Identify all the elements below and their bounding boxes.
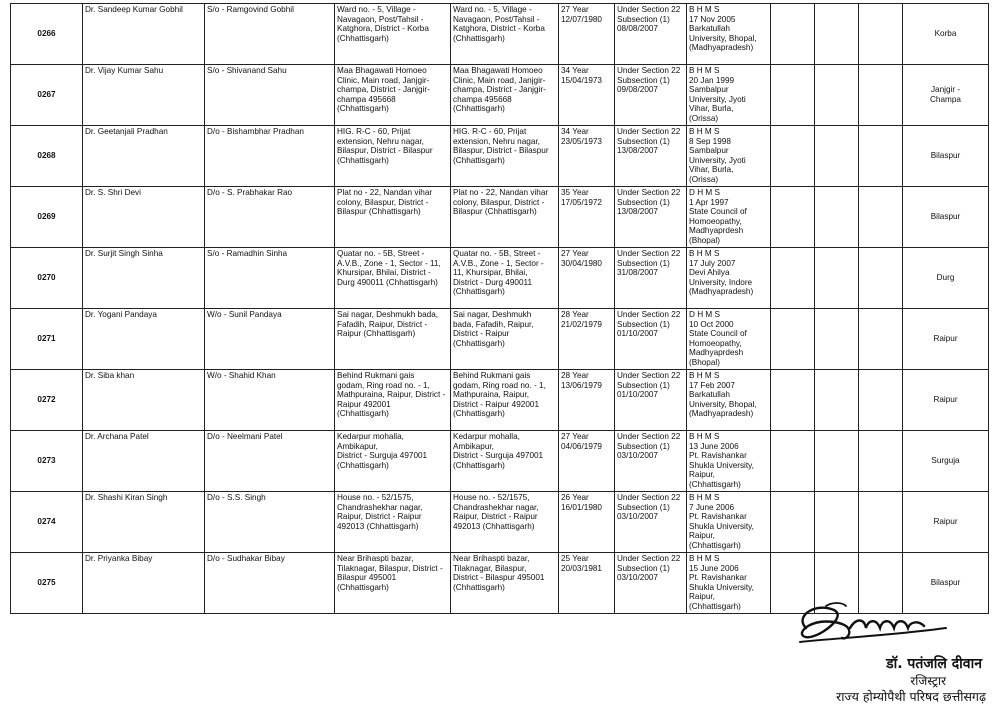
district-text: Raipur (933, 395, 958, 405)
relation-cell (205, 431, 335, 492)
registration-number-cell (11, 370, 83, 431)
registration-number-text: 0271 (37, 334, 56, 344)
council-name: राज्य होम्योपैथी परिषद छत्तीसगढ़ (836, 689, 986, 704)
practice-address-cell (451, 492, 559, 553)
practice-address-cell (451, 309, 559, 370)
qualification-text: B H M S 7 June 2006 Pt. Ravishankar Shukla University, Raipur, (Chhattisgarh) (689, 493, 754, 550)
district-cell (903, 431, 989, 492)
age-dob-cell (559, 431, 615, 492)
district-text: Bilaspur (930, 578, 961, 588)
practitioner-name-text: Dr. Surjit Singh Sinha (85, 249, 163, 258)
age-dob-cell (559, 553, 615, 614)
table-row (11, 370, 989, 431)
registration-section-cell (615, 553, 687, 614)
age-dob-text: 28 Year 21/02/1979 (561, 310, 602, 329)
district-cell (903, 309, 989, 370)
qualification-cell (687, 187, 771, 248)
blank-cell (815, 492, 859, 553)
blank-cell (859, 492, 903, 553)
registrar-name: डॉ. पतंजलि दीवान (886, 656, 982, 672)
qualification-text: B H M S 20 Jan 1999 Sambalpur University, Jyoti Vihar, Burla, (Orissa) (689, 66, 746, 123)
relation-text: D/o - S.S. Singh (207, 493, 266, 502)
relation-text: S/o - Ramgovind Gobhil (207, 5, 294, 14)
registration-section-text: Under Section 22 Subsection (1) 13/08/2007 (617, 127, 681, 156)
blank-cell (859, 248, 903, 309)
practice-address-cell (451, 370, 559, 431)
practitioner-name-text: Dr. Vijay Kumar Sahu (85, 66, 164, 75)
registration-section-cell (615, 492, 687, 553)
age-dob-text: 25 Year 20/03/1981 (561, 554, 602, 573)
practitioner-name-text: Dr. S. Shri Devi (85, 188, 141, 197)
relation-cell (205, 492, 335, 553)
age-dob-cell (559, 126, 615, 187)
qualification-text: D H M S 1 Apr 1997 State Council of Homoeopathy, Madhyaprdesh (Bhopal) (689, 188, 747, 245)
age-dob-text: 34 Year 23/05/1973 (561, 127, 602, 146)
practice-address-cell (451, 4, 559, 65)
registration-number-text: 0275 (37, 578, 56, 588)
practice-address-text: Quatar no. - 5B, Street - A.V.B., Zone - 1, Sector - 11, Khursipar, Bhilai, District - Durg 490011 (Chhattisgarh) (453, 249, 544, 297)
registration-number-text: 0273 (37, 456, 56, 466)
registration-number-text: 0266 (37, 29, 56, 39)
blank-cell (815, 187, 859, 248)
district-text: Raipur (933, 517, 958, 527)
qualification-cell (687, 309, 771, 370)
permanent-address-text: Near Brihaspti bazar, Tilaknagar, Bilaspur, District - Bilaspur 495001 (Chhattisgarh) (337, 554, 443, 592)
registrar-designation: रजिस्ट्रार (910, 674, 946, 688)
qualification-cell (687, 431, 771, 492)
practitioner-name-cell (83, 248, 205, 309)
permanent-address-text: Kedarpur mohalla, Ambikapur, District - Surguja 497001 (Chhattisgarh) (337, 432, 428, 470)
practitioner-name-cell (83, 309, 205, 370)
district-text: Korba (934, 29, 957, 39)
table-row (11, 126, 989, 187)
blank-cell (859, 65, 903, 126)
registration-number-cell (11, 65, 83, 126)
blank-cell (771, 65, 815, 126)
blank-cell (771, 370, 815, 431)
blank-cell (771, 431, 815, 492)
practice-address-text: HIG. R-C - 60, Prijat extension, Nehru nagar, Bilaspur, District - Bilaspur (Chhattisgarh) (453, 127, 549, 165)
practitioner-name-text: Dr. Priyanka Bibay (85, 554, 153, 563)
relation-text: D/o - Neelmani Patel (207, 432, 283, 441)
blank-cell (815, 65, 859, 126)
age-dob-cell (559, 187, 615, 248)
permanent-address-cell (335, 431, 451, 492)
table-row (11, 248, 989, 309)
practitioner-name-text: Dr. Sandeep Kumar Gobhil (85, 5, 183, 14)
district-cell (903, 492, 989, 553)
registration-section-text: Under Section 22 Subsection (1) 13/08/2007 (617, 188, 681, 217)
qualification-cell (687, 65, 771, 126)
practice-address-cell (451, 187, 559, 248)
age-dob-text: 27 Year 04/06/1979 (561, 432, 602, 451)
district-text: Surguja (931, 456, 960, 466)
practice-address-text: Maa Bhagawati Homoeo Clinic, Main road, Janjgir- champa, District - Janjgir- champa 495668 (Chhattisgarh) (453, 66, 546, 114)
age-dob-cell (559, 4, 615, 65)
qualification-text: B H M S 17 July 2007 Devi Ahilya University, Indore (Madhyapradesh) (689, 249, 754, 297)
registration-section-text: Under Section 22 Subsection (1) 01/10/2007 (617, 310, 681, 339)
registration-section-text: Under Section 22 Subsection (1) 03/10/2007 (617, 432, 681, 461)
qualification-cell (687, 126, 771, 187)
practitioner-name-cell (83, 492, 205, 553)
district-text: Durg (936, 273, 955, 283)
permanent-address-cell (335, 553, 451, 614)
registration-number-text: 0267 (37, 90, 56, 100)
relation-text: D/o - Sudhakar Bibay (207, 554, 285, 563)
permanent-address-text: HIG. R-C - 60, Prijat extension, Nehru nagar, Bilaspur, District - Bilaspur (Chhattisgarh) (337, 127, 433, 165)
blank-cell (859, 370, 903, 431)
age-dob-cell (559, 309, 615, 370)
age-dob-text: 28 Year 13/06/1979 (561, 371, 602, 390)
relation-cell (205, 553, 335, 614)
age-dob-cell (559, 370, 615, 431)
practitioner-name-text: Dr. Archana Patel (85, 432, 149, 441)
registration-number-text: 0268 (37, 151, 56, 161)
qualification-text: B H M S 13 June 2006 Pt. Ravishankar Shukla University, Raipur, (Chhattisgarh) (689, 432, 754, 489)
practitioner-name-cell (83, 370, 205, 431)
district-text: Janjgir - Champa (930, 85, 961, 104)
permanent-address-text: Behind Rukmani gais godam, Ring road no. - 1, Mathpuraina, Raipur, District - Raipur 492001 (Chhattisgarh) (337, 371, 446, 419)
registration-number-cell (11, 492, 83, 553)
registration-number-text: 0270 (37, 273, 56, 283)
registration-section-cell (615, 309, 687, 370)
practitioner-name-cell (83, 4, 205, 65)
permanent-address-cell (335, 4, 451, 65)
table-row (11, 187, 989, 248)
handwritten-signature-mark (786, 598, 956, 650)
table-row (11, 309, 989, 370)
blank-cell (815, 248, 859, 309)
practice-address-cell (451, 431, 559, 492)
registrar-signature-block (746, 598, 986, 708)
practice-address-cell (451, 65, 559, 126)
permanent-address-text: Quatar no. - 5B, Street - A.V.B., Zone - 1, Sector - 11, Khursipar, Bhilai, District - Durg 490011 (Chhattisgarh) (337, 249, 441, 287)
blank-cell (859, 431, 903, 492)
relation-cell (205, 248, 335, 309)
age-dob-cell (559, 65, 615, 126)
blank-cell (771, 4, 815, 65)
district-text: Bilaspur (930, 212, 961, 222)
district-cell (903, 248, 989, 309)
blank-cell (815, 431, 859, 492)
registration-section-text: Under Section 22 Subsection (1) 03/10/2007 (617, 493, 681, 522)
registration-number-cell (11, 4, 83, 65)
relation-cell (205, 309, 335, 370)
relation-cell (205, 65, 335, 126)
permanent-address-cell (335, 370, 451, 431)
registration-number-cell (11, 126, 83, 187)
district-cell (903, 4, 989, 65)
qualification-cell (687, 370, 771, 431)
registration-number-text: 0272 (37, 395, 56, 405)
registration-rows (11, 4, 989, 614)
blank-cell (771, 309, 815, 370)
permanent-address-cell (335, 248, 451, 309)
registration-section-cell (615, 370, 687, 431)
age-dob-text: 34 Year 15/04/1973 (561, 66, 602, 85)
registration-number-cell (11, 309, 83, 370)
blank-cell (859, 187, 903, 248)
registration-section-cell (615, 248, 687, 309)
qualification-text: B H M S 15 June 2006 Pt. Ravishankar Shukla University, Raipur, (Chhattisgarh) (689, 554, 754, 611)
registration-section-cell (615, 4, 687, 65)
blank-cell (771, 248, 815, 309)
blank-cell (859, 126, 903, 187)
table-row (11, 65, 989, 126)
registration-section-cell (615, 431, 687, 492)
age-dob-cell (559, 492, 615, 553)
registration-number-cell (11, 431, 83, 492)
registration-section-cell (615, 126, 687, 187)
permanent-address-text: House no. - 52/1575, Chandrashekhar nagar, Raipur, District - Raipur 492013 (Chhattisgarh) (337, 493, 423, 531)
registration-number-cell (11, 187, 83, 248)
registration-section-text: Under Section 22 Subsection (1) 09/08/2007 (617, 66, 681, 95)
relation-cell (205, 187, 335, 248)
practitioner-name-text: Dr. Siba khan (85, 371, 135, 380)
registration-section-text: Under Section 22 Subsection (1) 08/08/2007 (617, 5, 681, 34)
practice-address-text: Behind Rukmani gais godam, Ring road no. - 1, Mathpuraina, Raipur, District - Raipur 492001 (Chhattisgarh) (453, 371, 546, 419)
permanent-address-text: Maa Bhagawati Homoeo Clinic, Main road, Janjgir- champa, District - Janjgir- champa 495668 (Chhattisgarh) (337, 66, 430, 114)
permanent-address-text: Sai nagar, Deshmukh bada, Fafadih, Raipur, District - Raipur (Chhattisgarh) (337, 310, 439, 339)
age-dob-text: 35 Year 17/05/1972 (561, 188, 602, 207)
qualification-text: B H M S 17 Nov 2005 Barkatullah University, Bhopal, (Madhyapradesh) (689, 5, 757, 53)
permanent-address-cell (335, 126, 451, 187)
table-row (11, 4, 989, 65)
relation-text: S/o - Shivanand Sahu (207, 66, 287, 75)
qualification-cell (687, 492, 771, 553)
blank-cell (815, 309, 859, 370)
practitioner-name-cell (83, 126, 205, 187)
practice-address-cell (451, 126, 559, 187)
blank-cell (771, 187, 815, 248)
registration-table (10, 3, 989, 614)
age-dob-text: 27 Year 30/04/1980 (561, 249, 602, 268)
qualification-text: B H M S 8 Sep 1998 Sambalpur University, Jyoti Vihar, Burla, (Orissa) (689, 127, 746, 184)
permanent-address-cell (335, 65, 451, 126)
blank-cell (815, 4, 859, 65)
district-text: Bilaspur (930, 151, 961, 161)
permanent-address-cell (335, 309, 451, 370)
relation-cell (205, 4, 335, 65)
blank-cell (859, 309, 903, 370)
age-dob-cell (559, 248, 615, 309)
qualification-text: B H M S 17 Feb 2007 Barkatullah University, Bhopal, (Madhyapradesh) (689, 371, 757, 419)
registration-number-text: 0269 (37, 212, 56, 222)
district-cell (903, 370, 989, 431)
qualification-text: D H M S 10 Oct 2000 State Council of Homoeopathy, Madhyaprdesh (Bhopal) (689, 310, 747, 367)
relation-text: D/o - S. Prabhakar Rao (207, 188, 293, 197)
practice-address-text: Sai nagar, Deshmukh bada, Fafadih, Raipur, District - Raipur (Chhattisgarh) (453, 310, 534, 348)
practice-address-text: Ward no. - 5, Village - Navagaon, Post/Tahsil - Katghora, District - Korba (Chhattisgarh) (453, 5, 545, 43)
practitioner-name-text: Dr. Shashi Kiran Singh (85, 493, 168, 502)
registration-number-cell (11, 248, 83, 309)
permanent-address-cell (335, 187, 451, 248)
registration-number-cell (11, 553, 83, 614)
registration-section-text: Under Section 22 Subsection (1) 01/10/2007 (617, 371, 681, 400)
practitioner-name-cell (83, 187, 205, 248)
district-cell (903, 65, 989, 126)
practitioner-name-cell (83, 553, 205, 614)
practice-address-text: House no. - 52/1575, Chandrashekhar nagar, Raipur, District - Raipur 492013 (Chhattisgarh) (453, 493, 539, 531)
relation-text: W/o - Shahid Khan (207, 371, 276, 380)
registration-number-text: 0274 (37, 517, 56, 527)
relation-cell (205, 370, 335, 431)
blank-cell (815, 370, 859, 431)
relation-text: W/o - Sunil Pandaya (207, 310, 282, 319)
relation-text: S/o - Ramadhin Sinha (207, 249, 288, 258)
registration-section-text: Under Section 22 Subsection (1) 31/08/2007 (617, 249, 681, 278)
age-dob-text: 26 Year 16/01/1980 (561, 493, 602, 512)
table-row (11, 492, 989, 553)
registration-section-cell (615, 65, 687, 126)
practice-address-text: Plat no - 22, Nandan vihar colony, Bilaspur, District - Bilaspur (Chhattisgarh) (453, 188, 549, 217)
registration-section-cell (615, 187, 687, 248)
table-row (11, 431, 989, 492)
relation-cell (205, 126, 335, 187)
relation-text: D/o - Bishambhar Pradhan (207, 127, 304, 136)
permanent-address-text: Ward no. - 5, Village - Navagaon, Post/Tahsil - Katghora, District - Korba (Chhattisgarh) (337, 5, 429, 43)
qualification-cell (687, 248, 771, 309)
district-cell (903, 187, 989, 248)
blank-cell (815, 126, 859, 187)
practice-address-cell (451, 248, 559, 309)
practitioner-name-cell (83, 65, 205, 126)
registration-section-text: Under Section 22 Subsection (1) 03/10/2007 (617, 554, 681, 583)
practitioner-name-cell (83, 431, 205, 492)
age-dob-text: 27 Year 12/07/1980 (561, 5, 602, 24)
practitioner-name-text: Dr. Geetanjali Pradhan (85, 127, 168, 136)
permanent-address-cell (335, 492, 451, 553)
practice-address-cell (451, 553, 559, 614)
blank-cell (771, 492, 815, 553)
blank-cell (859, 4, 903, 65)
blank-cell (771, 126, 815, 187)
permanent-address-text: Plat no - 22, Nandan vihar colony, Bilaspur, District - Bilaspur (Chhattisgarh) (337, 188, 433, 217)
qualification-cell (687, 4, 771, 65)
district-text: Raipur (933, 334, 958, 344)
practitioner-name-text: Dr. Yogani Pandaya (85, 310, 157, 319)
district-cell (903, 126, 989, 187)
practice-address-text: Kedarpur mohalla, Ambikapur, District - Surguja 497001 (Chhattisgarh) (453, 432, 544, 470)
practice-address-text: Near Brihaspti bazar, Tilaknagar, Bilaspur, District - Bilaspur 495001 (Chhattisgarh) (453, 554, 545, 592)
